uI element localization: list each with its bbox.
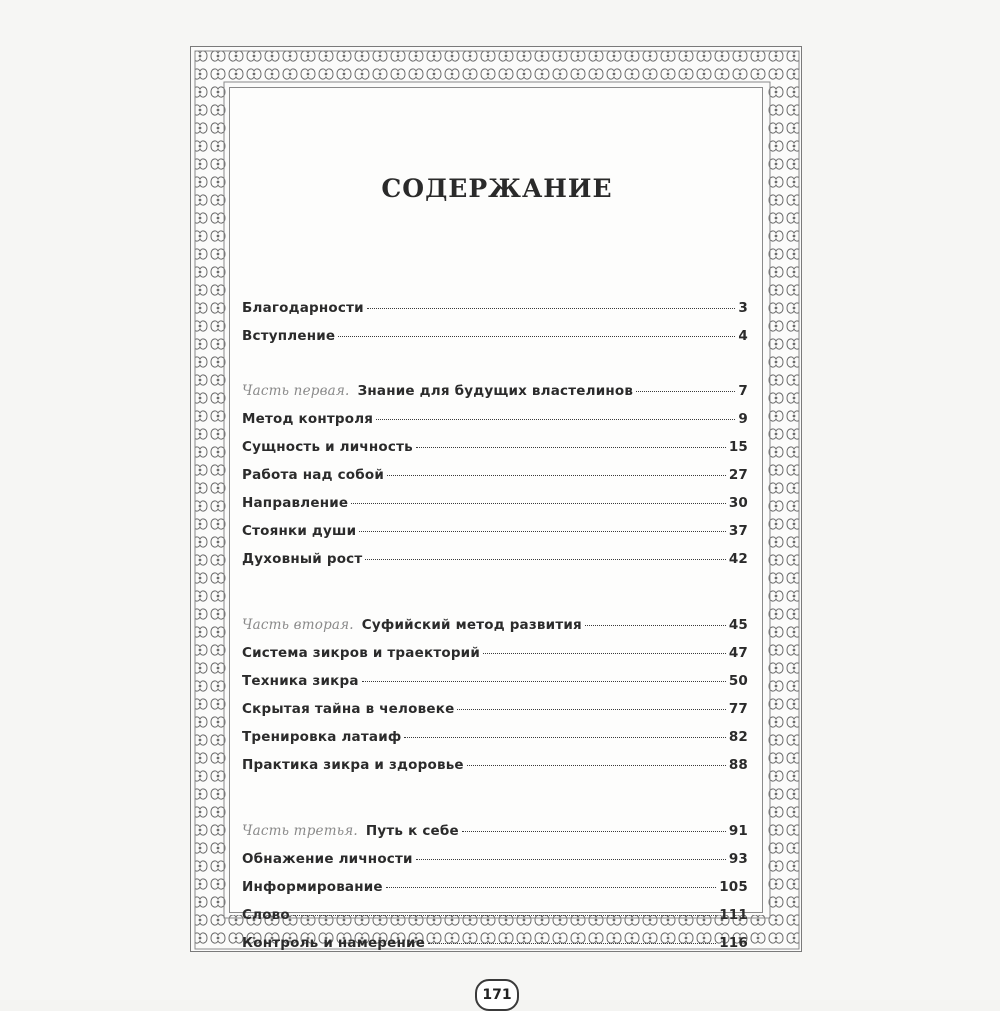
- toc-entry-title: Практика зикра и здоровье: [242, 757, 464, 773]
- toc-page-number: 105: [719, 879, 748, 895]
- toc-entry-title: Сущность и личность: [242, 439, 413, 455]
- toc-entry[interactable]: [242, 935, 748, 963]
- toc-entry[interactable]: [242, 439, 748, 467]
- toc-page-number: 37: [728, 523, 748, 539]
- toc-page-number: 91: [728, 823, 748, 839]
- toc-entry-title: Техника зикра: [242, 673, 359, 689]
- toc-entry[interactable]: [242, 645, 748, 673]
- content-area: [229, 87, 763, 951]
- toc-page-number: 50: [728, 673, 748, 689]
- toc-dot-leader: [376, 419, 735, 420]
- page-title: СОДЕРЖАНИЕ: [381, 174, 613, 203]
- toc-page-number: 45: [728, 617, 748, 633]
- toc-entry[interactable]: [242, 411, 748, 439]
- section-gap: [242, 579, 748, 617]
- toc-dot-leader: [483, 653, 726, 654]
- toc-entry-title: Благодарности: [242, 300, 364, 316]
- toc-dot-leader: [416, 447, 726, 448]
- toc-entry[interactable]: [242, 617, 748, 645]
- toc-page-number: 82: [728, 729, 748, 745]
- toc-part-label: Часть первая.: [242, 383, 350, 399]
- toc-entry[interactable]: [242, 300, 748, 328]
- toc-entry-title: Контроль и намерение: [242, 935, 426, 951]
- toc-entry-title: Слово: [242, 907, 290, 923]
- toc-page-number: 15: [728, 439, 748, 455]
- toc-page-number: 4: [738, 328, 748, 344]
- page-number-badge: 171: [475, 979, 519, 1011]
- toc-entry-title: Вступление: [242, 328, 336, 344]
- toc-page-number: 9: [738, 411, 748, 427]
- toc-entry-title: Знание для будущих властелинов: [357, 383, 634, 399]
- toc-page-number: 116: [719, 935, 748, 951]
- toc-dot-leader: [416, 859, 726, 860]
- table-of-contents: [242, 300, 748, 963]
- toc-page-number: 42: [728, 551, 748, 567]
- toc-part-label: Часть вторая.: [242, 617, 354, 633]
- toc-entry-title: Скрытая тайна в человеке: [242, 701, 455, 717]
- toc-entry-title: Стоянки души: [242, 523, 357, 539]
- toc-page-number: 7: [738, 383, 748, 399]
- toc-page-number: 88: [728, 757, 748, 773]
- toc-dot-leader: [404, 737, 725, 738]
- toc-dot-leader: [428, 943, 716, 944]
- toc-entry[interactable]: [242, 851, 748, 879]
- toc-page-number: 3: [738, 300, 748, 316]
- toc-dot-leader: [387, 475, 726, 476]
- toc-dot-leader: [351, 503, 726, 504]
- section-gap: [242, 356, 748, 383]
- toc-entry-title: Обнажение личности: [242, 851, 413, 867]
- toc-entry[interactable]: [242, 328, 748, 356]
- toc-dot-leader: [362, 681, 726, 682]
- toc-entry[interactable]: [242, 673, 748, 701]
- toc-entry[interactable]: [242, 467, 748, 495]
- toc-page-number: 93: [728, 851, 748, 867]
- toc-entry-title: Работа над собой: [242, 467, 385, 483]
- toc-entry[interactable]: [242, 551, 748, 579]
- toc-dot-leader: [636, 391, 735, 392]
- section-gap: [242, 785, 748, 823]
- toc-entry[interactable]: [242, 523, 748, 551]
- toc-entry[interactable]: [242, 383, 748, 411]
- toc-dot-leader: [367, 308, 736, 309]
- toc-dot-leader: [338, 336, 735, 337]
- toc-dot-leader: [462, 831, 726, 832]
- toc-dot-leader: [585, 625, 726, 626]
- toc-entry[interactable]: [242, 757, 748, 785]
- toc-page-number: 111: [719, 907, 748, 923]
- toc-entry-title: Путь к себе: [365, 823, 459, 839]
- toc-page-number: 77: [728, 701, 748, 717]
- toc-entry[interactable]: [242, 907, 748, 935]
- toc-entry[interactable]: [242, 495, 748, 523]
- toc-page-number: 27: [728, 467, 748, 483]
- toc-entry-title: Суфийский метод развития: [361, 617, 582, 633]
- toc-dot-leader: [359, 531, 726, 532]
- toc-part-label: Часть третья.: [242, 823, 358, 839]
- toc-entry-title: Информирование: [242, 879, 383, 895]
- toc-entry-title: Духовный рост: [242, 551, 363, 567]
- toc-entry[interactable]: [242, 879, 748, 907]
- ornamental-frame: [190, 46, 802, 1003]
- toc-entry-title: Направление: [242, 495, 349, 511]
- toc-dot-leader: [386, 887, 716, 888]
- toc-dot-leader: [467, 765, 726, 766]
- toc-entry[interactable]: [242, 729, 748, 757]
- toc-entry[interactable]: [242, 701, 748, 729]
- toc-entry-title: Тренировка латаиф: [242, 729, 402, 745]
- toc-entry-title: Система зикров и траекторий: [242, 645, 480, 661]
- toc-page-number: 47: [728, 645, 748, 661]
- toc-dot-leader: [457, 709, 725, 710]
- toc-dot-leader: [365, 559, 725, 560]
- toc-entry[interactable]: [242, 823, 748, 851]
- toc-entry-title: Метод контроля: [242, 411, 374, 427]
- toc-dot-leader: [293, 915, 716, 916]
- toc-page-number: 30: [728, 495, 748, 511]
